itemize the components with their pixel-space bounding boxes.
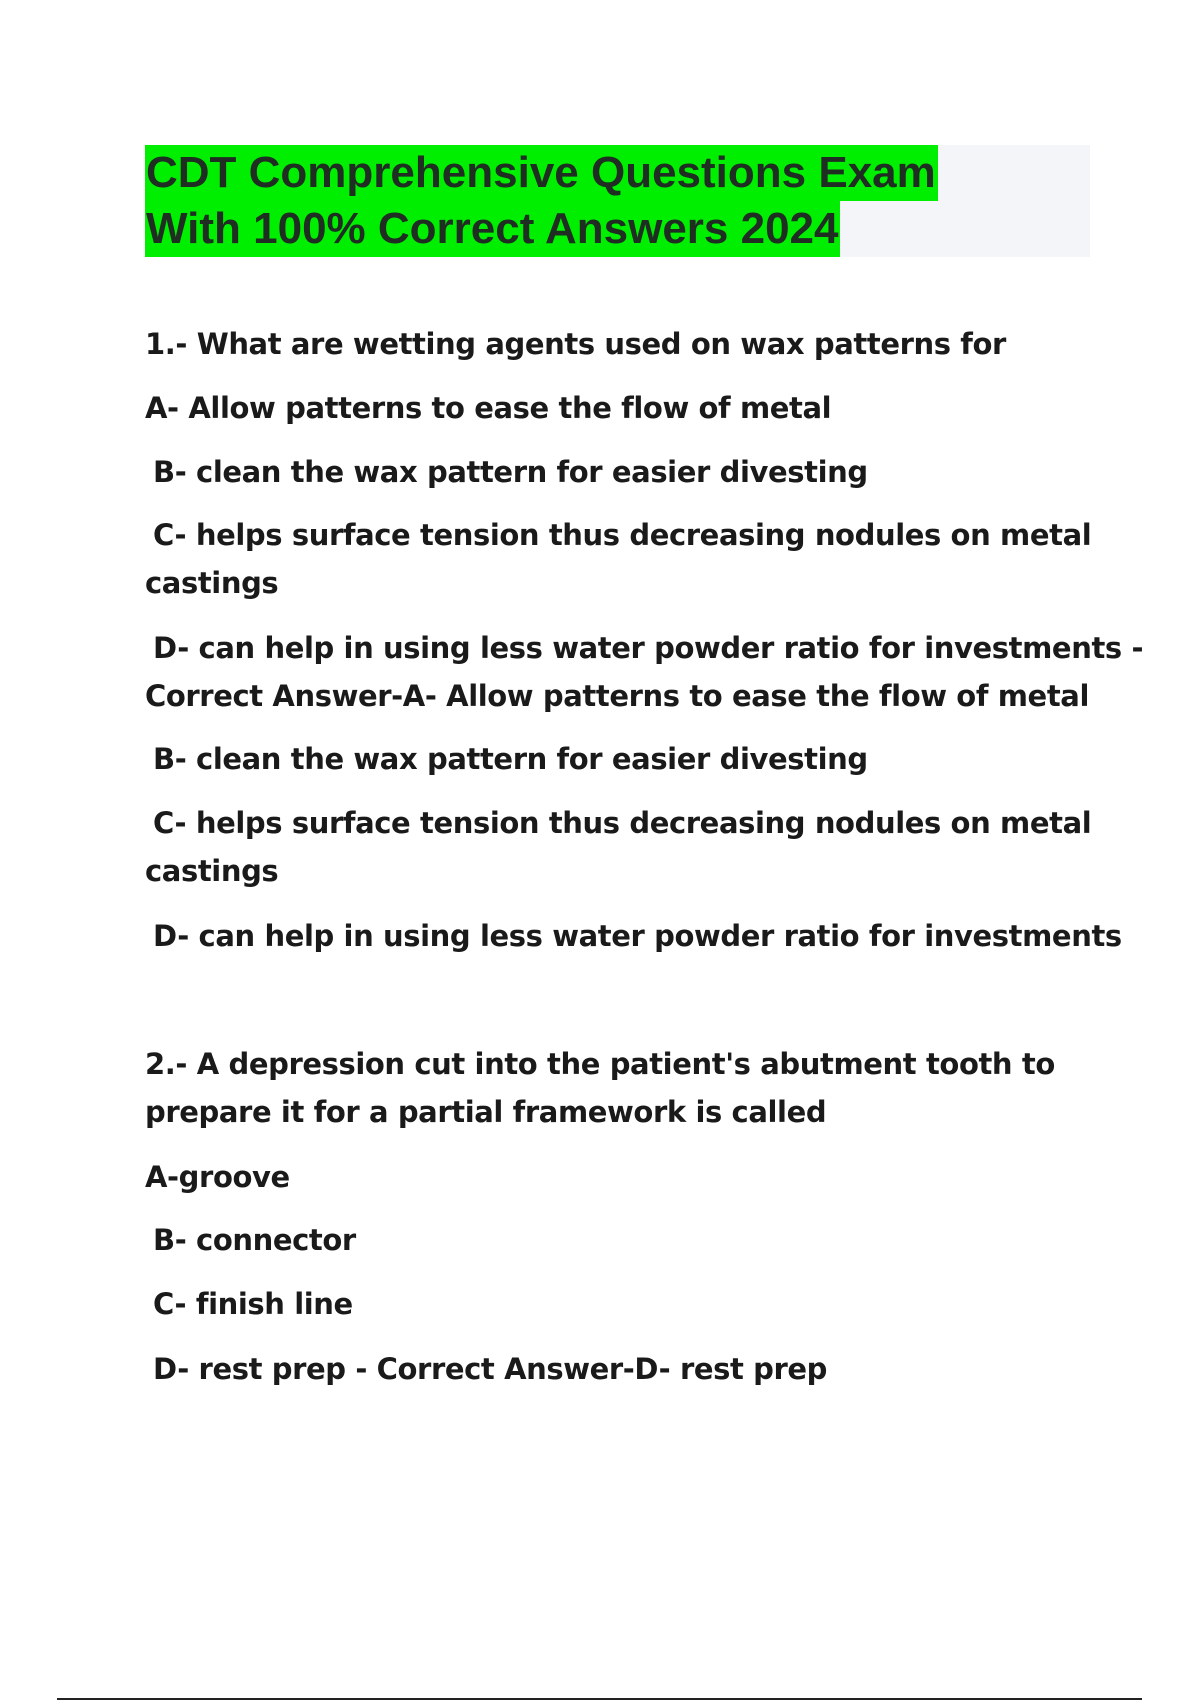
question-1-text: 1.- What are wetting agents used on wax patterns for — [145, 327, 1006, 361]
question-2-text-line-2: prepare it for a partial framework is called — [145, 1095, 827, 1129]
question-1-correct-answer: Correct Answer-A- Allow patterns to ease the flow of metal — [145, 679, 1089, 713]
question-1-option-c-line-2: castings — [145, 566, 279, 600]
question-2-option-c: C- finish line — [153, 1287, 353, 1321]
document-title-line-2: With 100% Correct Answers 2024 — [145, 201, 840, 257]
question-1-option-a: A- Allow patterns to ease the flow of metal — [145, 391, 832, 425]
question-1-answer-option-c-line-2: castings — [145, 854, 279, 888]
question-1-answer-option-d: D- can help in using less water powder ratio for investments — [153, 919, 1122, 953]
question-2-option-d-correct-answer: D- rest prep - Correct Answer-D- rest prep — [153, 1352, 828, 1386]
question-2-option-a: A-groove — [145, 1160, 290, 1194]
document-title-line-1: CDT Comprehensive Questions Exam — [145, 145, 938, 201]
question-2-text-line-1: 2.- A depression cut into the patient's abutment tooth to — [145, 1047, 1055, 1081]
question-1-option-b: B- clean the wax pattern for easier divesting — [153, 455, 868, 489]
question-1-answer-option-b: B- clean the wax pattern for easier divesting — [153, 742, 868, 776]
question-1-option-d: D- can help in using less water powder ratio for investments - — [153, 631, 1144, 665]
question-1-option-c-line-1: C- helps surface tension thus decreasing nodules on metal — [153, 518, 1092, 552]
question-1-answer-option-c-line-1: C- helps surface tension thus decreasing nodules on metal — [153, 806, 1092, 840]
question-2-option-b: B- connector — [153, 1223, 356, 1257]
